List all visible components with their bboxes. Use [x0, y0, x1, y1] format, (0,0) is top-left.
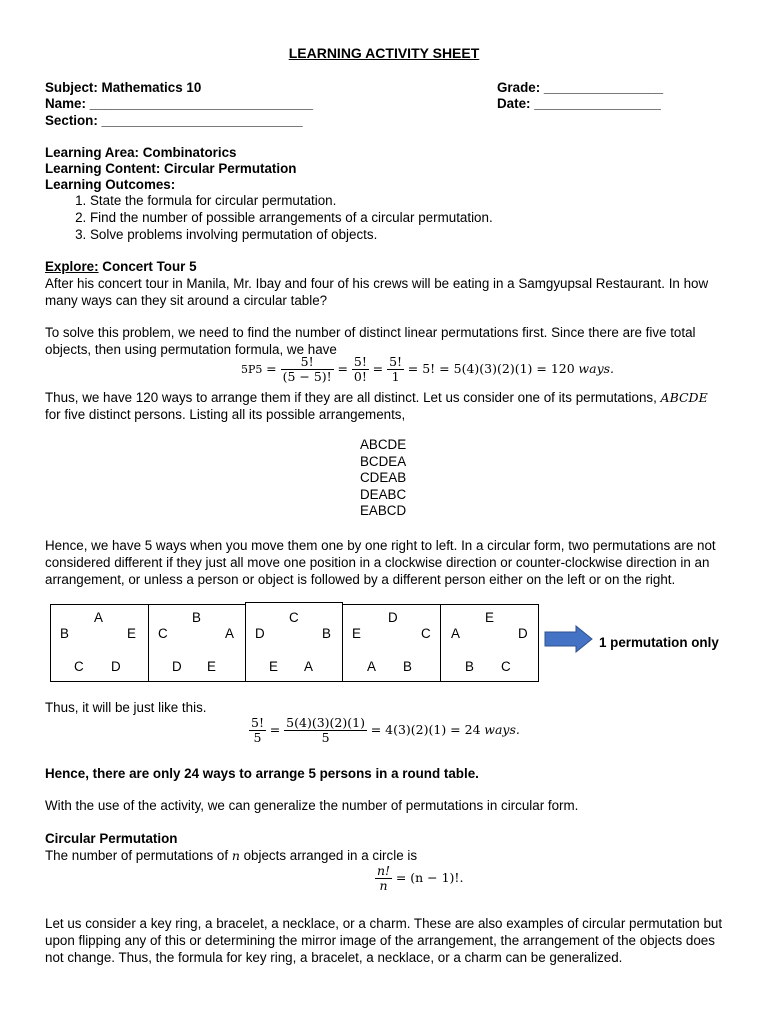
learning-outcomes-label: Learning Outcomes:	[45, 177, 176, 192]
learning-content: Learning Content: Circular Permutation	[45, 161, 297, 176]
arrangements-list	[360, 437, 406, 520]
permutation-formula: 5P5 = $\frac{5!}{(5 - 5)!}$ = $\frac{5!}{0!}$ = $\frac{5!}{1}$ = 5! = 5(4)(3)(2)(1) = 120 ways.	[241, 354, 615, 384]
arrangement-box: D E C A B	[342, 604, 441, 682]
arrangement: DEABC	[360, 486, 407, 502]
conclusion: Hence, there are only 24 ways to arrange 5 persons in a round table.	[45, 766, 479, 781]
learning-area: Learning Area: Combinatorics	[45, 145, 237, 160]
date-line: Date: _________________	[497, 96, 661, 111]
formula-unit: ways.	[484, 722, 520, 738]
explore-paragraph-1: After his concert tour in Manila, Mr. Ibay and four of his crews will be eating in a Samgyupsal Restaurant. In how many ways can they sit around a circular table?	[45, 276, 709, 308]
fraction: $\frac{5!}{(5 - 5)!}$	[282, 354, 332, 384]
outcome-item: 1. State the formula for circular permutation.	[90, 192, 493, 209]
formula-result: = 5! = 5(4)(3)(2)(1) = 120	[407, 361, 575, 377]
explore-label: Explore:	[45, 259, 99, 274]
right-arrow-icon	[544, 625, 594, 653]
arrow-label: 1 permutation only	[599, 635, 719, 650]
fraction: $\frac{5!}{1}$	[389, 354, 403, 384]
grade-line: Grade: ________________	[497, 80, 664, 95]
arrangement-box: A B E C D	[50, 604, 149, 682]
explore-paragraph-4: Hence, we have 5 ways when you move them one by one right to left. In a circular form, two permutations are not considered different if they just all move one position in a clockwise direction or counter-clockwise direction in an arrangement, or unless a person or object is followed by a different person either on the left or on the right.	[45, 538, 716, 587]
fraction: $\frac{5!}{0!}$	[353, 354, 367, 384]
circular-definition: The number of permutations of n objects arranged in a circle is	[45, 848, 418, 863]
name-line: Name: ______________________________	[45, 96, 314, 111]
explore-title: Concert Tour 5	[98, 259, 197, 274]
formula-result: = (n − 1)!.	[395, 870, 464, 886]
thus-text: Thus, it will be just like this.	[45, 700, 207, 715]
outcome-item: 2. Find the number of possible arrangements of a circular permutation.	[90, 209, 493, 226]
page-title: LEARNING ACTIVITY SHEET	[288, 45, 480, 61]
arrangement-box: E A D B C	[440, 604, 539, 682]
arrangement: CDEAB	[360, 470, 407, 485]
explore-paragraph-2: To solve this problem, we need to find the number of distinct linear permutations first. Since there are five total objects, then using permutation formula, we have	[45, 325, 696, 357]
arrangement-box: C D B E A	[245, 602, 343, 682]
section-line: Section: ___________________________	[45, 113, 303, 128]
circular-heading: Circular Permutation	[45, 831, 178, 846]
circular-formula	[375, 864, 463, 893]
fraction: $\frac{5!}{5}$	[251, 715, 264, 745]
final-paragraph: Let us consider a key ring, a bracelet, a necklace, or a charm. These are also examples of circular permutation but upon flipping any of this or determining the mirror image of the arrangement, the arrangement of the objects does not change. Thus, the formula for key ring, a bracelet, a necklace, or a charm can be generalized.	[45, 916, 723, 965]
arrangement-box: B C A D E	[148, 604, 246, 682]
outcomes-list	[70, 192, 493, 243]
circular-formula-example: $\frac{5!}{5}$ = $\frac{5(4)(3)(2)(1)}{5}$ = 4(3)(2)(1) = 24 ways.	[251, 715, 520, 745]
formula-lhs: 5P5	[241, 363, 263, 377]
arrangement: ABCDE	[360, 437, 407, 452]
arrangement: EABCD	[360, 503, 407, 518]
generalize-text: With the use of the activity, we can generalize the number of permutations in circular form.	[45, 798, 579, 813]
subject-line: Subject: Mathematics 10	[45, 80, 202, 95]
fraction: $\frac{5(4)(3)(2)(1)}{5}$	[286, 715, 365, 745]
explore-paragraph-3: Thus, we have 120 ways to arrange them if they are all distinct. Let us consider one of its permutations, ABCDE for five distinct persons. Listing all its possible arrangements,	[45, 390, 708, 422]
explore-heading	[45, 259, 197, 274]
formula-unit: ways.	[578, 361, 615, 377]
arrangement: BCDEA	[360, 453, 407, 469]
outcome-item: 3. Solve problems involving permutation of objects.	[90, 226, 493, 243]
fraction: $\frac{n!}{n}$	[377, 863, 391, 893]
formula-result: = 4(3)(2)(1) = 24	[370, 722, 481, 738]
